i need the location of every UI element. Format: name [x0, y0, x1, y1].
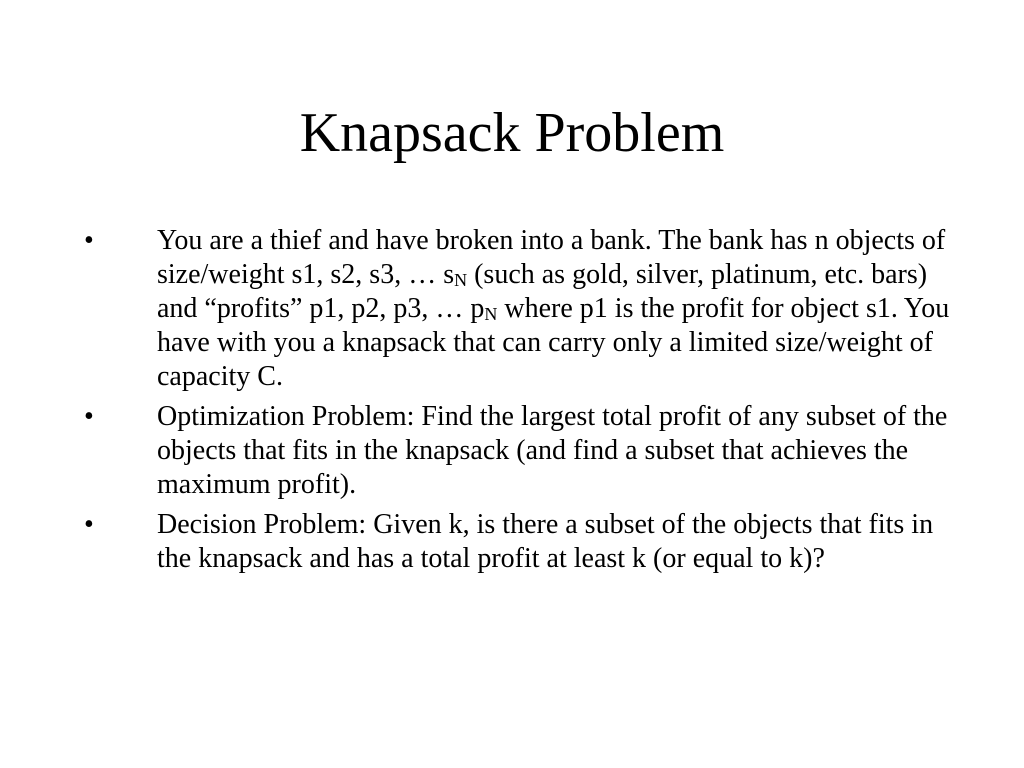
- subscript: N: [454, 270, 468, 290]
- bullet-text: [157, 225, 949, 392]
- bullet-list: [84, 224, 964, 582]
- slide-title: Knapsack Problem: [299, 102, 725, 164]
- subscript: N: [484, 304, 498, 324]
- bullet-text: [157, 509, 933, 574]
- bullet-icon: •: [84, 401, 94, 432]
- bullet-text: [157, 401, 947, 500]
- bullet-item-decision-problem: [84, 508, 964, 576]
- bullet-icon: •: [84, 509, 94, 540]
- bullet-icon: •: [84, 225, 94, 256]
- bullet-item-thief-scenario: [84, 224, 964, 394]
- bullet-text-segment: Decision Problem: Given k, is there a subset of the objects that fits in the knapsack and has a total profit at least k (or equal to k)?: [157, 509, 934, 574]
- bullet-item-optimization-problem: [84, 400, 964, 502]
- bullet-text-segment: (such as gold, silver, platinum, etc. bars) and “profits” p1, p2, p3, … p: [157, 259, 928, 324]
- bullet-text-segment: where p1 is the profit for object s1. You have with you a knapsack that can carry only a limited size/weight of capacity C.: [157, 293, 950, 392]
- bullet-text-segment: Optimization Problem: Find the largest total profit of any subset of the objects that fits in the knapsack (and find a subset that achieves the maximum profit).: [157, 401, 948, 500]
- bullet-text-segment: You are a thief and have broken into a bank. The bank has n objects of size/weight s1, s2, s3, … s: [157, 225, 946, 290]
